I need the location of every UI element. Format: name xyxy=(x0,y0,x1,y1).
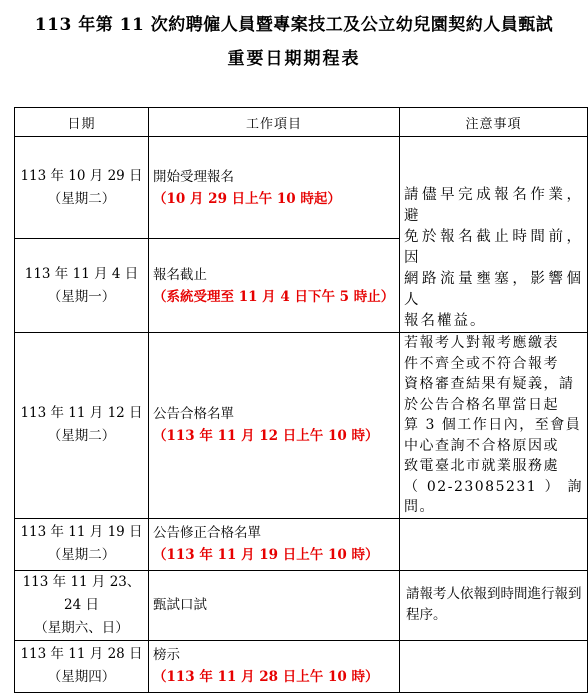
note-qualification-cell xyxy=(400,333,588,519)
document-subtitle: 重要日期期程表 xyxy=(227,49,361,69)
note-registration-cell xyxy=(400,137,588,333)
row-item-time: （113 年 11 月 12 日上午 10 時） xyxy=(153,428,379,445)
row-date: 113 年 11 月 4 日 xyxy=(24,265,139,282)
row-weekday: （星期二） xyxy=(47,547,116,563)
row-weekday: （星期四） xyxy=(47,669,116,685)
row-date-cell xyxy=(15,640,149,692)
row-weekday: （星期二） xyxy=(47,190,116,207)
row-weekday: （星期一） xyxy=(47,288,116,305)
schedule-table xyxy=(14,107,588,693)
row-date-cell xyxy=(15,518,149,570)
row-item-time: （113 年 11 月 19 日上午 10 時） xyxy=(153,547,379,563)
row-item: 甄試口試 xyxy=(153,597,207,613)
table-header-row xyxy=(15,108,588,137)
row-item: 公告合格名單 xyxy=(153,406,234,423)
row-weekday: （星期六、日） xyxy=(34,619,129,636)
row-date: 113 年 11 月 12 日 xyxy=(20,405,143,422)
row-date: 113 年 11 月 23、24 日 xyxy=(22,573,141,613)
header-note: 注意事項 xyxy=(400,108,588,137)
row-item-cell xyxy=(149,333,400,519)
note-registration: 請儘早完成報名作業，避 免於報名截止時間前，因 網路流量壅塞，影響個人 報名權益。 xyxy=(404,187,583,329)
row-date: 113 年 11 月 19 日 xyxy=(20,524,143,540)
table-row xyxy=(15,518,588,570)
table-row xyxy=(15,333,588,519)
row-date-cell xyxy=(15,333,149,519)
row-item-cell xyxy=(149,570,400,640)
header-item: 工作項目 xyxy=(149,108,400,137)
row-date: 113 年 10 月 29 日 xyxy=(20,167,143,184)
row-date-cell xyxy=(15,570,149,640)
note-interview-cell xyxy=(400,570,588,640)
row-item-cell xyxy=(149,640,400,692)
row-date-cell xyxy=(15,239,149,333)
row-item: 開始受理報名 xyxy=(153,168,234,185)
row-item: 公告修正合格名單 xyxy=(153,525,261,541)
table-row xyxy=(15,640,588,692)
row-item-time: （10 月 29 日上午 10 時起） xyxy=(153,190,341,207)
row-item-cell xyxy=(149,137,400,239)
row-weekday: （星期二） xyxy=(47,428,116,445)
row-item-cell xyxy=(149,239,400,333)
row-date: 113 年 11 月 28 日 xyxy=(20,646,143,662)
table-row xyxy=(15,570,588,640)
table-row xyxy=(15,137,588,239)
row-item: 報名截止 xyxy=(153,266,207,283)
row-item-time: （113 年 11 月 28 日上午 10 時） xyxy=(153,669,379,685)
row-item: 榜示 xyxy=(153,647,180,663)
row-item-cell xyxy=(149,518,400,570)
row-item-time: （系統受理至 11 月 4 日下午 5 時止） xyxy=(153,288,395,305)
note-empty-cell xyxy=(400,640,588,692)
note-qualification: 若報考人對報考應繳表 件不齊全或不符合報考 資格審查結果有疑義，請 於公告合格名單當日起 算 3 個工作日內，至會員 中心查詢不合格原因或 致電臺北市就業服務處 （02-23085231）詢問。 xyxy=(404,335,583,515)
document-title: 113 年第 11 次約聘僱人員暨專案技工及公立幼兒園契約人員甄試 xyxy=(34,15,554,35)
note-empty-cell xyxy=(400,518,588,570)
header-date: 日期 xyxy=(15,108,149,137)
row-date-cell xyxy=(15,137,149,239)
note-interview: 請報考人依報到時間進行報到 程序。 xyxy=(406,586,582,623)
